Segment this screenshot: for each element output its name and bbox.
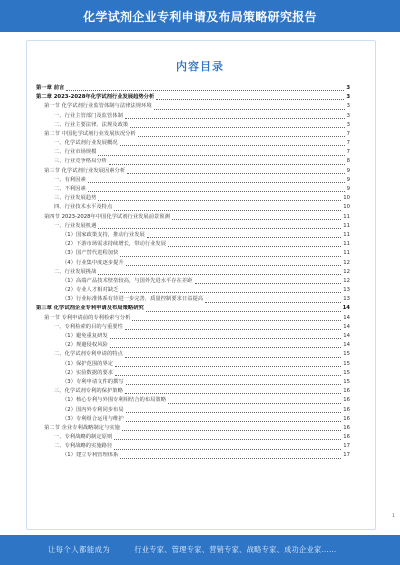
toc-entry-page: 13 (343, 287, 350, 294)
header-band (0, 0, 400, 32)
toc-entry-title: 四、行业技术水平及特点 (54, 204, 113, 211)
toc-entry-page: 11 (343, 250, 350, 257)
toc-entry[interactable] (36, 360, 350, 369)
toc-dot-leader (125, 329, 341, 330)
toc-entry-page: 9 (346, 176, 350, 183)
toc-entry[interactable] (36, 130, 350, 139)
toc-entry[interactable] (36, 213, 350, 222)
toc-entry[interactable] (36, 369, 350, 378)
toc-dot-leader (88, 191, 345, 192)
toc-entry-title: （1）避免重复研发 (62, 333, 108, 340)
toc-entry-page: 7 (346, 140, 350, 147)
toc-entry-title: 二、行业发展挑战 (54, 268, 97, 275)
toc-dot-leader (98, 155, 344, 156)
toc-dot-leader (98, 274, 341, 275)
toc-dot-leader (125, 357, 341, 358)
toc-entry-page: 7 (346, 149, 350, 156)
toc-entry[interactable] (36, 121, 350, 130)
toc-entry-page: 16 (343, 415, 350, 422)
toc-entry[interactable] (36, 305, 350, 314)
toc-entry-page: 14 (342, 305, 350, 312)
toc-entry[interactable] (36, 433, 350, 442)
toc-entry-title: （2）下游市场需求持续增长，带动行业发展 (62, 241, 167, 248)
toc-entry-page: 16 (343, 406, 350, 413)
toc-dot-leader (126, 412, 342, 413)
page-number: 1 (392, 514, 395, 519)
toc-entry[interactable] (36, 415, 350, 424)
toc-entry-title: （3）行业标准体系有待进一步完善，质量控制要求日益提高 (62, 296, 204, 303)
toc-entry-title: 三、行业竞争格局分析 (54, 158, 107, 165)
toc-dot-leader (98, 228, 341, 229)
toc-entry-title: 第一节 化学试剂行业监管体制与法律法规环境 (44, 103, 152, 110)
toc-dot-leader (88, 182, 345, 183)
toc-entry-page: 3 (346, 121, 350, 128)
toc-entry[interactable] (36, 102, 350, 111)
toc-entry[interactable] (36, 387, 350, 396)
toc-dot-leader (132, 320, 341, 321)
toc-entry-title: 一、行业发展机遇 (54, 222, 97, 229)
toc-entry-title: （3）专利组合运用与维护 (62, 415, 124, 422)
toc-entry-title: 第二章 2023-2028年化学试剂行业发展趋势分析 (36, 94, 155, 101)
toc-dot-leader (156, 99, 344, 100)
toc-dot-leader (138, 136, 345, 137)
toc-entry[interactable] (36, 84, 350, 93)
toc-entry[interactable] (36, 452, 350, 461)
toc-entry[interactable] (36, 350, 350, 359)
toc-entry[interactable] (36, 167, 350, 176)
toc-entry[interactable] (36, 176, 350, 185)
toc-entry-page: 14 (343, 323, 350, 330)
toc-entry-title: （4）行业集中度逐步提升 (62, 259, 124, 266)
toc-dot-leader (168, 246, 341, 247)
toc-dot-leader (172, 219, 341, 220)
toc-entry[interactable] (36, 314, 350, 323)
toc-entry-title: 二、专利战略的实施路径 (54, 443, 113, 450)
toc-entry-title: （2）规避侵权风险 (62, 342, 108, 349)
toc-entry-page: 9 (346, 186, 350, 193)
toc-entry[interactable] (36, 112, 350, 121)
toc-entry-page: 3 (346, 112, 350, 119)
toc-entry-page: 15 (343, 351, 350, 358)
toc-dot-leader (120, 292, 341, 293)
toc-entry-page: 15 (343, 360, 350, 367)
toc-entry-title: 第一节 专利申请前的专利检索与分析 (44, 314, 131, 321)
toc-entry[interactable] (36, 194, 350, 203)
toc-entry[interactable] (36, 442, 350, 451)
toc-entry-title: （2）国内外专利同步布局 (62, 406, 124, 413)
toc-entry-title: 二、行业主要法律、法规及政策 (54, 121, 129, 128)
toc-entry-page: 3 (346, 94, 350, 101)
toc-dot-leader (114, 439, 341, 440)
toc-entry-page: 12 (343, 259, 350, 266)
toc-entry-page: 14 (343, 342, 350, 349)
toc-entry[interactable] (36, 139, 350, 148)
toc-entry[interactable] (36, 286, 350, 295)
toc-entry-page: 16 (343, 424, 350, 431)
toc-entry-title: 第三节 化学试剂行业发展因素分析 (44, 167, 126, 174)
table-of-contents (36, 84, 350, 461)
toc-dot-leader (125, 118, 345, 119)
toc-dot-leader (114, 210, 341, 211)
toc-entry-page: 8 (346, 158, 350, 165)
toc-entry-title: 一、行业主管部门及监管体制 (54, 112, 123, 119)
toc-entry[interactable] (36, 378, 350, 387)
toc-entry-page: 12 (343, 277, 350, 284)
toc-entry[interactable] (36, 148, 350, 157)
toc-entry-title: 一、专利战略的制定原则 (54, 434, 113, 441)
toc-dot-leader (120, 458, 341, 459)
toc-entry-page: 3 (346, 103, 350, 110)
report-title: 化学试剂企业专利申请及布局策略研究报告 (83, 9, 317, 24)
toc-entry-page: 15 (343, 369, 350, 376)
footer-slogan: 让每个人都能成为 (48, 545, 111, 554)
toc-entry[interactable] (36, 93, 350, 102)
toc-dot-leader (126, 265, 342, 266)
toc-entry-title: 二、化学试剂专利申请的特点 (54, 351, 123, 358)
toc-entry[interactable] (36, 222, 350, 231)
toc-entry[interactable] (36, 277, 350, 286)
toc-dot-leader (120, 256, 341, 257)
toc-entry-title: 第二节 企业专利战略制定与实施 (44, 424, 120, 431)
toc-entry-title: 三、行业发展趋势 (54, 195, 97, 202)
toc-entry[interactable] (36, 295, 350, 304)
toc-entry-title: 一、有利因素 (54, 176, 86, 183)
toc-dot-leader (126, 421, 342, 422)
toc-entry-page: 13 (343, 296, 350, 303)
footer-band (0, 535, 400, 565)
footer-roles: 行业专家、管理专家、营销专家、战略专家、成功企业家…… (134, 545, 337, 554)
toc-entry-page: 15 (343, 378, 350, 385)
toc-entry-title: （3）专利申请文件的撰写 (62, 378, 124, 385)
toc-dot-leader (114, 449, 341, 450)
toc-entry[interactable] (36, 240, 350, 249)
toc-entry[interactable] (36, 158, 350, 167)
toc-dot-leader (195, 283, 342, 284)
toc-entry-page: 10 (343, 195, 350, 202)
toc-entry-page: 11 (343, 241, 350, 248)
toc-entry-page: 9 (346, 167, 350, 174)
toc-entry-title: 一、专利检索的目的与重要性 (54, 323, 123, 330)
toc-dot-leader (168, 403, 341, 404)
toc-entry-title: （1）核心专利与外围专利相结合的布局策略 (62, 397, 167, 404)
toc-entry-title: （1）国家政策支持，推动行业发展 (62, 231, 145, 238)
toc-entry[interactable] (36, 268, 350, 277)
toc-entry-title: （1）建立专利管理体系 (62, 452, 119, 459)
toc-dot-leader (110, 347, 342, 348)
toc-entry-title: 第三章 化学试剂企业专利申请及布局策略研究 (36, 305, 144, 312)
toc-entry-title: 第四节 2023-2028年中国化学试剂行业发展前景预测 (44, 213, 170, 220)
toc-entry[interactable] (36, 323, 350, 332)
toc-dot-leader (147, 237, 341, 238)
toc-dot-leader (125, 393, 341, 394)
toc-entry[interactable] (36, 203, 350, 212)
toc-entry-page: 10 (343, 204, 350, 211)
toc-entry-page: 14 (343, 314, 350, 321)
toc-entry-page: 12 (343, 268, 350, 275)
toc-dot-leader (98, 200, 341, 201)
toc-dot-leader (115, 375, 341, 376)
toc-entry-page: 16 (343, 397, 350, 404)
toc-entry-page: 16 (343, 388, 350, 395)
toc-dot-leader (66, 90, 344, 91)
toc-entry-page: 11 (343, 231, 350, 238)
toc-dot-leader (205, 302, 341, 303)
toc-entry-page: 14 (343, 333, 350, 340)
toc-dot-leader (115, 366, 341, 367)
toc-entry-page: 17 (343, 443, 350, 450)
toc-entry-page: 7 (346, 130, 350, 137)
toc-entry-title: 二、不利因素 (54, 186, 86, 193)
toc-entry[interactable] (36, 332, 350, 341)
toc-dot-leader (130, 127, 344, 128)
toc-dot-leader (122, 430, 341, 431)
toc-entry[interactable] (36, 396, 350, 405)
toc-entry-page: 16 (343, 434, 350, 441)
toc-entry-title: 第二节 中国化学试剂行业发展状况分析 (44, 130, 136, 137)
toc-dot-leader (109, 164, 345, 165)
toc-entry[interactable] (36, 231, 350, 240)
toc-entry-page: 11 (343, 213, 350, 220)
toc-entry[interactable] (36, 406, 350, 415)
toc-dot-leader (146, 311, 341, 312)
toc-entry-page: 3 (346, 84, 350, 91)
toc-entry[interactable] (36, 424, 350, 433)
toc-entry-title: （3）国产替代进程加快 (62, 250, 119, 257)
toc-dot-leader (110, 338, 342, 339)
toc-entry[interactable] (36, 259, 350, 268)
toc-entry-title: （2）实验数据的要求 (62, 369, 114, 376)
toc-entry-title: （2）专业人才相对缺乏 (62, 287, 119, 294)
toc-entry-title: （1）高端产品技术壁垒较高，与国外先进水平存在差距 (62, 277, 193, 284)
toc-entry-title: 一、化学试剂行业发展概况 (54, 140, 118, 147)
toc-entry[interactable] (36, 185, 350, 194)
toc-entry[interactable] (36, 341, 350, 350)
toc-entry-title: （1）保护范围的界定 (62, 360, 114, 367)
toc-entry-title: 二、行业市场规模 (54, 149, 97, 156)
toc-entry-page: 17 (343, 452, 350, 459)
toc-dot-leader (120, 145, 345, 146)
toc-entry[interactable] (36, 249, 350, 258)
toc-dot-leader (126, 384, 342, 385)
toc-entry-title: 第一章 前言 (36, 84, 65, 91)
toc-entry-page: 11 (343, 222, 350, 229)
toc-dot-leader (127, 173, 344, 174)
toc-dot-leader (154, 109, 345, 110)
toc-entry-title: 三、化学试剂专利的保护策略 (54, 388, 123, 395)
toc-title: 内容目录 (176, 60, 224, 73)
